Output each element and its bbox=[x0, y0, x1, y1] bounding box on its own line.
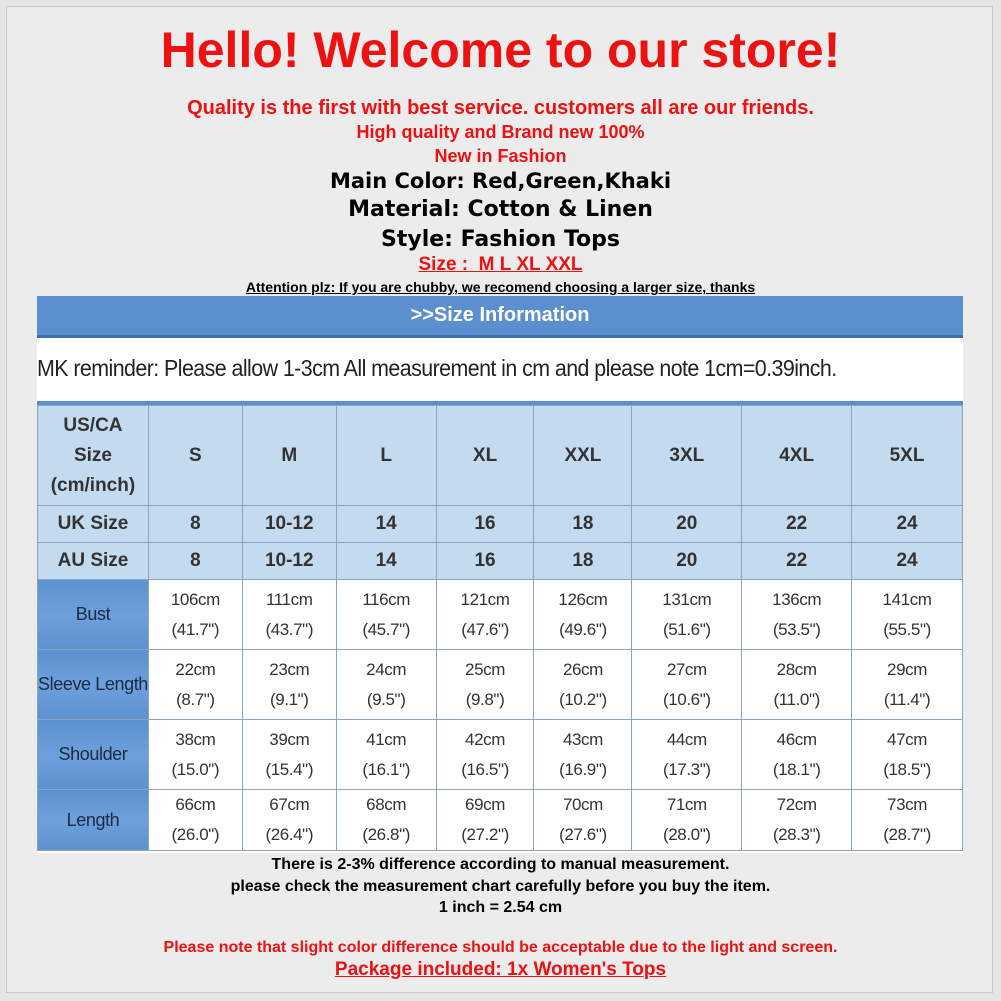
uk-size-label: UK Size bbox=[38, 506, 149, 543]
measurement-inch: (16.9") bbox=[559, 759, 607, 779]
measurement-cm: 73cm bbox=[887, 795, 928, 814]
main-color-spec: Main Color: Red,Green,Khaki bbox=[329, 169, 672, 193]
au-size-cell: 18 bbox=[534, 543, 632, 580]
measurement-cell bbox=[852, 650, 963, 720]
uk-size-cell: 8 bbox=[148, 506, 242, 543]
measurement-cm: 106cm bbox=[170, 589, 220, 609]
size-header-label bbox=[38, 406, 149, 506]
style-spec: Style: Fashion Tops bbox=[381, 227, 620, 252]
au-size-cell: 14 bbox=[336, 543, 436, 580]
measurement-inch: (15.0") bbox=[171, 759, 220, 779]
measurement-rows bbox=[38, 580, 963, 851]
measurement-cm: 22cm bbox=[175, 659, 216, 679]
measurement-label: Shoulder bbox=[38, 720, 149, 790]
uk-size-cell: 10-12 bbox=[242, 506, 336, 543]
measurement-inch: (16.1") bbox=[362, 759, 410, 779]
au-size-cell: 24 bbox=[852, 543, 963, 580]
measurement-reminder: MK reminder: Please allow 1-3cm All measurement in cm and please note 1cm=0.39inch. bbox=[37, 355, 837, 381]
measurement-inch: (41.7") bbox=[171, 619, 220, 639]
measurement-cell bbox=[148, 720, 242, 790]
quality-tagline: Quality is the first with best service. customers all are our friends. bbox=[187, 97, 814, 119]
size-cell: 3XL bbox=[632, 406, 742, 506]
new-in-fashion: New in Fashion bbox=[434, 146, 567, 166]
measurement-cm: 141cm bbox=[882, 589, 932, 609]
measurement-cm: 116cm bbox=[362, 589, 411, 609]
size-spec: Size : M L XL XXL bbox=[418, 254, 583, 275]
measurement-cell bbox=[534, 720, 632, 790]
measurement-cm: 44cm bbox=[666, 729, 707, 749]
measurement-inch: (28.3") bbox=[772, 825, 821, 844]
measurement-cell bbox=[742, 720, 852, 790]
measurement-cm: 28cm bbox=[776, 659, 817, 679]
au-size-row bbox=[38, 543, 963, 580]
size-header-row bbox=[38, 406, 963, 506]
size-header-label-line2: Size bbox=[73, 444, 112, 466]
measurement-row bbox=[38, 650, 963, 720]
size-table bbox=[37, 405, 963, 851]
measurement-cm: 71cm bbox=[666, 795, 707, 814]
uk-size-cell: 16 bbox=[436, 506, 534, 543]
measurement-cm: 69cm bbox=[465, 795, 506, 814]
measurement-cell bbox=[852, 580, 963, 650]
measurement-cell bbox=[534, 580, 632, 650]
uk-size-cell: 22 bbox=[742, 506, 852, 543]
measurement-cm: 126cm bbox=[558, 589, 608, 609]
measurement-inch: (11.0") bbox=[773, 689, 820, 709]
color-difference-note: Please note that slight color difference should be acceptable due to the light and screen. bbox=[163, 939, 838, 956]
measurement-cell bbox=[534, 650, 632, 720]
measurement-cell bbox=[632, 790, 742, 851]
measurement-inch: (45.7") bbox=[362, 619, 410, 639]
measurement-inch: (17.3") bbox=[662, 759, 711, 779]
measurement-cell bbox=[336, 720, 436, 790]
measurement-cell bbox=[852, 790, 963, 851]
measurement-cell bbox=[148, 790, 242, 851]
measurement-cell bbox=[242, 650, 336, 720]
measurement-inch: (27.6") bbox=[559, 825, 607, 844]
measurement-cell bbox=[242, 790, 336, 851]
measurement-inch: (53.5") bbox=[772, 619, 821, 639]
measurement-cell bbox=[742, 580, 852, 650]
brand-new-note: High quality and Brand new 100% bbox=[356, 122, 645, 142]
au-size-cell: 8 bbox=[148, 543, 242, 580]
measurement-cm: 41cm bbox=[366, 729, 407, 749]
uk-size-cell: 14 bbox=[336, 506, 436, 543]
measurement-cell bbox=[336, 650, 436, 720]
measurement-inch: (8.7") bbox=[176, 689, 215, 709]
au-size-cell: 20 bbox=[632, 543, 742, 580]
size-cell: XL bbox=[436, 406, 534, 506]
check-chart-note: please check the measurement chart carefully before you buy the item. bbox=[230, 878, 771, 895]
measurement-inch: (47.6") bbox=[461, 619, 509, 639]
au-size-cell: 10-12 bbox=[242, 543, 336, 580]
measurement-inch: (10.2") bbox=[559, 689, 607, 709]
measurement-cm: 121cm bbox=[460, 589, 510, 609]
measurement-inch: (16.5") bbox=[461, 759, 509, 779]
size-information-banner: >>Size Information bbox=[37, 296, 963, 338]
au-size-label: AU Size bbox=[38, 543, 149, 580]
size-cell: L bbox=[336, 406, 436, 506]
measurement-cm: 131cm bbox=[662, 589, 712, 609]
inch-conversion-note: 1 inch = 2.54 cm bbox=[438, 899, 563, 916]
measurement-cell bbox=[742, 790, 852, 851]
size-cell: S bbox=[148, 406, 242, 506]
measurement-inch: (55.5") bbox=[883, 619, 931, 639]
measurement-row bbox=[38, 580, 963, 650]
measurement-inch: (9.1") bbox=[269, 689, 309, 709]
attention-note: Attention plz: If you are chubby, we recomend choosing a larger size, thanks bbox=[245, 279, 756, 295]
measurement-cell bbox=[436, 790, 534, 851]
measurement-cell bbox=[436, 650, 534, 720]
measurement-cm: 67cm bbox=[269, 795, 310, 814]
measurement-inch: (10.6") bbox=[662, 689, 711, 709]
measurement-inch: (15.4") bbox=[265, 759, 314, 779]
measurement-cm: 72cm bbox=[776, 795, 817, 814]
measurement-cm: 23cm bbox=[269, 659, 310, 679]
uk-size-row bbox=[38, 506, 963, 543]
size-cell: M bbox=[242, 406, 336, 506]
measurement-label: Bust bbox=[38, 580, 149, 650]
measurement-inch: (26.4") bbox=[265, 825, 314, 844]
measurement-cell bbox=[242, 580, 336, 650]
measurement-row bbox=[38, 790, 963, 851]
measurement-cell bbox=[436, 720, 534, 790]
uk-size-cell: 18 bbox=[534, 506, 632, 543]
uk-size-cell: 24 bbox=[852, 506, 963, 543]
measurement-cell bbox=[148, 650, 242, 720]
size-cell: 4XL bbox=[742, 406, 852, 506]
size-cell: 5XL bbox=[852, 406, 963, 506]
measurement-inch: (9.5") bbox=[366, 689, 406, 709]
measurement-cell bbox=[534, 790, 632, 851]
measurement-inch: (26.8") bbox=[362, 825, 410, 844]
measurement-cell bbox=[632, 580, 742, 650]
measurement-cm: 25cm bbox=[465, 659, 506, 679]
measurement-difference-note: There is 2-3% difference according to manual measurement. bbox=[271, 856, 730, 873]
measurement-inch: (9.8") bbox=[465, 689, 505, 709]
measurement-inch: (18.1") bbox=[772, 759, 821, 779]
measurement-cm: 46cm bbox=[776, 729, 817, 749]
measurement-cm: 136cm bbox=[772, 589, 822, 609]
measurement-cm: 39cm bbox=[269, 729, 310, 749]
measurement-inch: (26.0") bbox=[171, 825, 220, 844]
size-chart bbox=[37, 296, 963, 853]
measurement-cell bbox=[336, 790, 436, 851]
measurement-inch: (18.5") bbox=[883, 759, 931, 779]
measurement-inch: (28.0") bbox=[662, 825, 711, 844]
measurement-label: Sleeve Length bbox=[38, 650, 149, 720]
size-cell: XXL bbox=[534, 406, 632, 506]
size-header-label-line1: US/CA bbox=[63, 414, 123, 436]
measurement-inch: (51.6") bbox=[662, 619, 711, 639]
size-header-label-line3: (cm/inch) bbox=[50, 474, 136, 496]
measurement-cell bbox=[436, 580, 534, 650]
measurement-cell bbox=[632, 720, 742, 790]
measurement-cm: 27cm bbox=[666, 659, 707, 679]
measurement-cm: 43cm bbox=[562, 729, 603, 749]
store-welcome-title: Hello! Welcome to our store! bbox=[160, 22, 841, 78]
uk-size-cell: 20 bbox=[632, 506, 742, 543]
measurement-inch: (43.7") bbox=[265, 619, 314, 639]
measurement-inch: (27.2") bbox=[461, 825, 509, 844]
measurement-cm: 68cm bbox=[366, 795, 407, 814]
measurement-cm: 111cm bbox=[266, 589, 313, 609]
measurement-cell bbox=[632, 650, 742, 720]
measurement-cm: 29cm bbox=[887, 659, 928, 679]
au-size-cell: 16 bbox=[436, 543, 534, 580]
measurement-label: Length bbox=[38, 790, 149, 851]
measurement-cm: 26cm bbox=[562, 659, 603, 679]
measurement-cell bbox=[242, 720, 336, 790]
measurement-inch: (28.7") bbox=[883, 825, 931, 844]
measurement-cell bbox=[742, 650, 852, 720]
measurement-cell bbox=[852, 720, 963, 790]
measurement-cm: 66cm bbox=[175, 795, 216, 814]
measurement-cm: 47cm bbox=[887, 729, 928, 749]
measurement-cm: 70cm bbox=[562, 795, 603, 814]
measurement-inch: (11.4") bbox=[883, 689, 931, 709]
measurement-row bbox=[38, 720, 963, 790]
measurement-cm: 24cm bbox=[366, 659, 407, 679]
measurement-cell bbox=[336, 580, 436, 650]
package-included-note: Package included: 1x Women's Tops bbox=[334, 959, 667, 980]
measurement-cm: 38cm bbox=[175, 729, 216, 749]
measurement-cm: 42cm bbox=[465, 729, 506, 749]
measurement-inch: (49.6") bbox=[559, 619, 607, 639]
au-size-cell: 22 bbox=[742, 543, 852, 580]
material-spec: Material: Cotton & Linen bbox=[348, 197, 653, 222]
measurement-cell bbox=[148, 580, 242, 650]
